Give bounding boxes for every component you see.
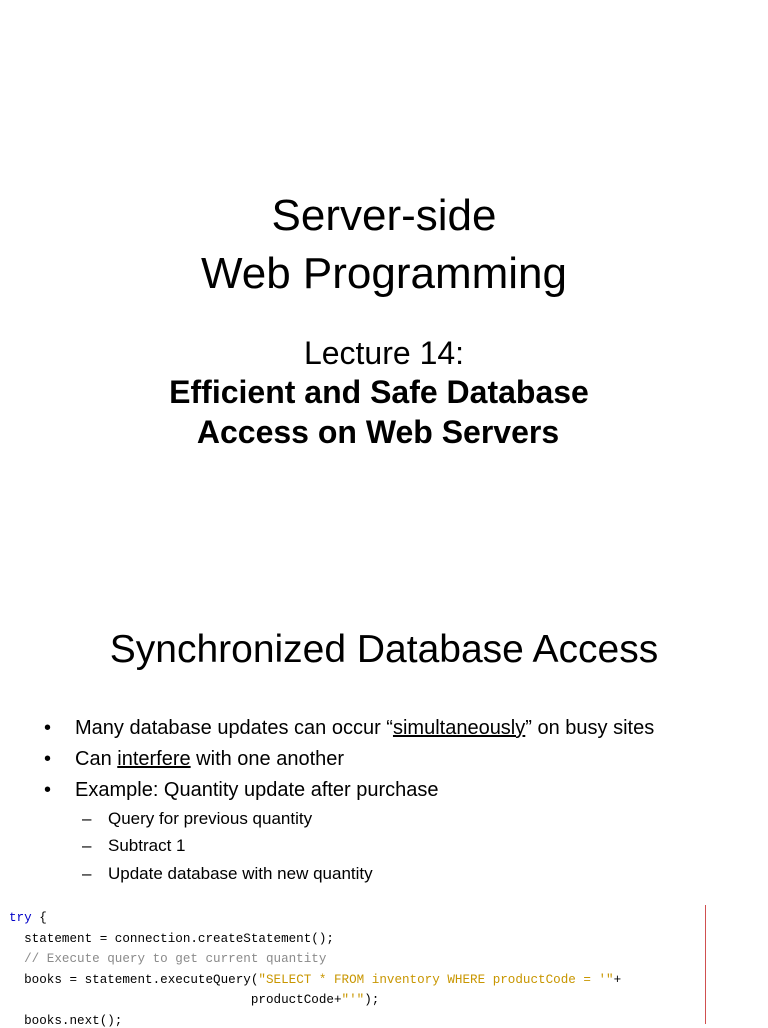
code-comment: // Execute query to get current quantity [9,952,327,966]
bullet-text-part: Many database updates can occur “ [75,717,393,739]
code-line: statement = connection.createStatement(); [9,932,334,946]
code-text: productCode+ [9,993,342,1007]
slide-title-line2: Web Programming [201,249,567,298]
code-line: books.next(); [9,1014,123,1028]
code-string: "'" [341,993,365,1007]
bullet-text [75,718,654,738]
lecture-subtitle-line1: Efficient and Safe Database [169,374,589,410]
code-margin-line [705,905,706,1024]
bullet-icon: • [44,779,52,801]
code-text: { [31,911,47,925]
code-line [9,994,379,1007]
bullet-emphasis: interfere [117,748,191,770]
code-text: books = statement.executeQuery( [9,973,259,987]
code-string: "SELECT * FROM inventory WHERE productCode = '" [258,973,614,987]
bullet-icon: • [44,748,52,770]
code-keyword: try [9,911,32,925]
lecture-subtitle-line2: Access on Web Servers [196,414,560,450]
bullet-text-part: ” on busy sites [525,717,655,739]
bullet-text-part: Can [75,748,118,770]
bullet-text: Example: Quantity update after purchase [75,779,439,801]
code-text: + [613,973,622,987]
sub-bullet-text: Update database with new quantity [108,864,373,883]
dash-icon: – [82,809,92,828]
sub-bullet-text: Subtract 1 [108,836,186,855]
dash-icon: – [82,836,92,855]
lecture-number: Lecture 14: [303,335,465,371]
slide-title-line1: Server-side [271,191,497,240]
bullet-emphasis: simultaneously [392,717,526,739]
code-line [9,974,621,987]
code-text: ); [364,993,380,1007]
dash-icon: – [82,864,92,883]
code-line [9,912,47,925]
sub-bullet-text: Query for previous quantity [108,809,313,828]
slide2-title: Synchronized Database Access [109,628,659,671]
bullet-icon: • [44,717,52,739]
bullet-text [75,749,344,769]
bullet-text-part: with one another [190,748,345,770]
